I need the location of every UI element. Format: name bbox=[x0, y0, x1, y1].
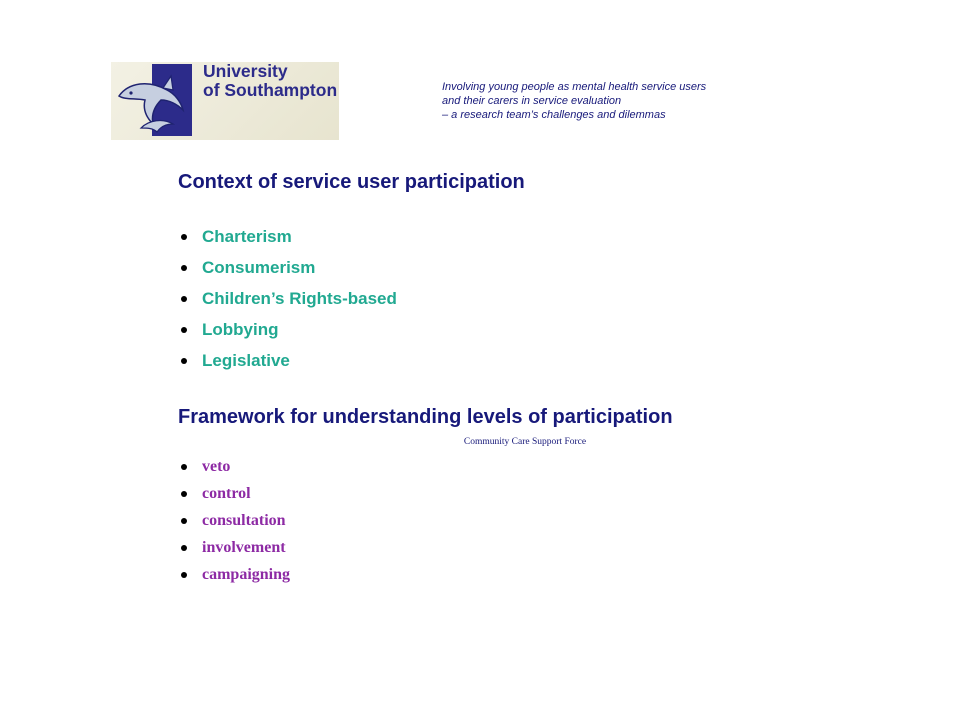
bullet-dot-icon bbox=[181, 265, 187, 271]
subtitle-line2: and their carers in service evaluation bbox=[442, 95, 622, 107]
list-item-label: Consumerism bbox=[202, 258, 316, 277]
presentation-subtitle bbox=[442, 80, 802, 122]
university-name-line2: of Southampton bbox=[203, 80, 338, 100]
list-item-label: Lobbying bbox=[202, 320, 279, 339]
list-item bbox=[178, 314, 397, 345]
context-heading: Context of service user participation bbox=[178, 171, 525, 193]
list-item bbox=[178, 345, 397, 376]
bullet-dot-icon bbox=[181, 545, 187, 551]
list-item-label: Charterism bbox=[202, 227, 292, 246]
participation-levels-list bbox=[178, 453, 290, 588]
context-list bbox=[178, 221, 397, 376]
bullet-dot-icon bbox=[181, 358, 187, 364]
list-item bbox=[178, 480, 290, 507]
list-item-label: Children’s Rights-based bbox=[202, 289, 397, 308]
list-item bbox=[178, 453, 290, 480]
subtitle-line3: – a research team’s challenges and dilemmas bbox=[442, 109, 666, 121]
list-item bbox=[178, 507, 290, 534]
framework-heading: Framework for understanding levels of participation bbox=[178, 406, 673, 428]
list-item-label: Legislative bbox=[202, 351, 290, 370]
university-name bbox=[203, 62, 339, 100]
list-item-label: consultation bbox=[202, 511, 286, 529]
list-item-label: control bbox=[202, 484, 251, 502]
list-item-label: veto bbox=[202, 457, 231, 475]
list-item-label: involvement bbox=[202, 538, 286, 556]
bullet-dot-icon bbox=[181, 234, 187, 240]
subtitle-line1: Involving young people as mental health service users bbox=[442, 81, 707, 93]
university-name-line1: University bbox=[203, 62, 288, 81]
list-item bbox=[178, 252, 397, 283]
list-item bbox=[178, 283, 397, 314]
bullet-dot-icon bbox=[181, 572, 187, 578]
framework-source: Community Care Support Force bbox=[463, 437, 587, 447]
university-logo bbox=[111, 62, 339, 140]
list-item bbox=[178, 561, 290, 588]
list-item-label: campaigning bbox=[202, 565, 291, 583]
bullet-dot-icon bbox=[181, 518, 187, 524]
list-item bbox=[178, 534, 290, 561]
dolphin-icon bbox=[111, 62, 201, 140]
bullet-dot-icon bbox=[181, 464, 187, 470]
bullet-dot-icon bbox=[181, 491, 187, 497]
list-item bbox=[178, 221, 397, 252]
bullet-dot-icon bbox=[181, 327, 187, 333]
bullet-dot-icon bbox=[181, 296, 187, 302]
